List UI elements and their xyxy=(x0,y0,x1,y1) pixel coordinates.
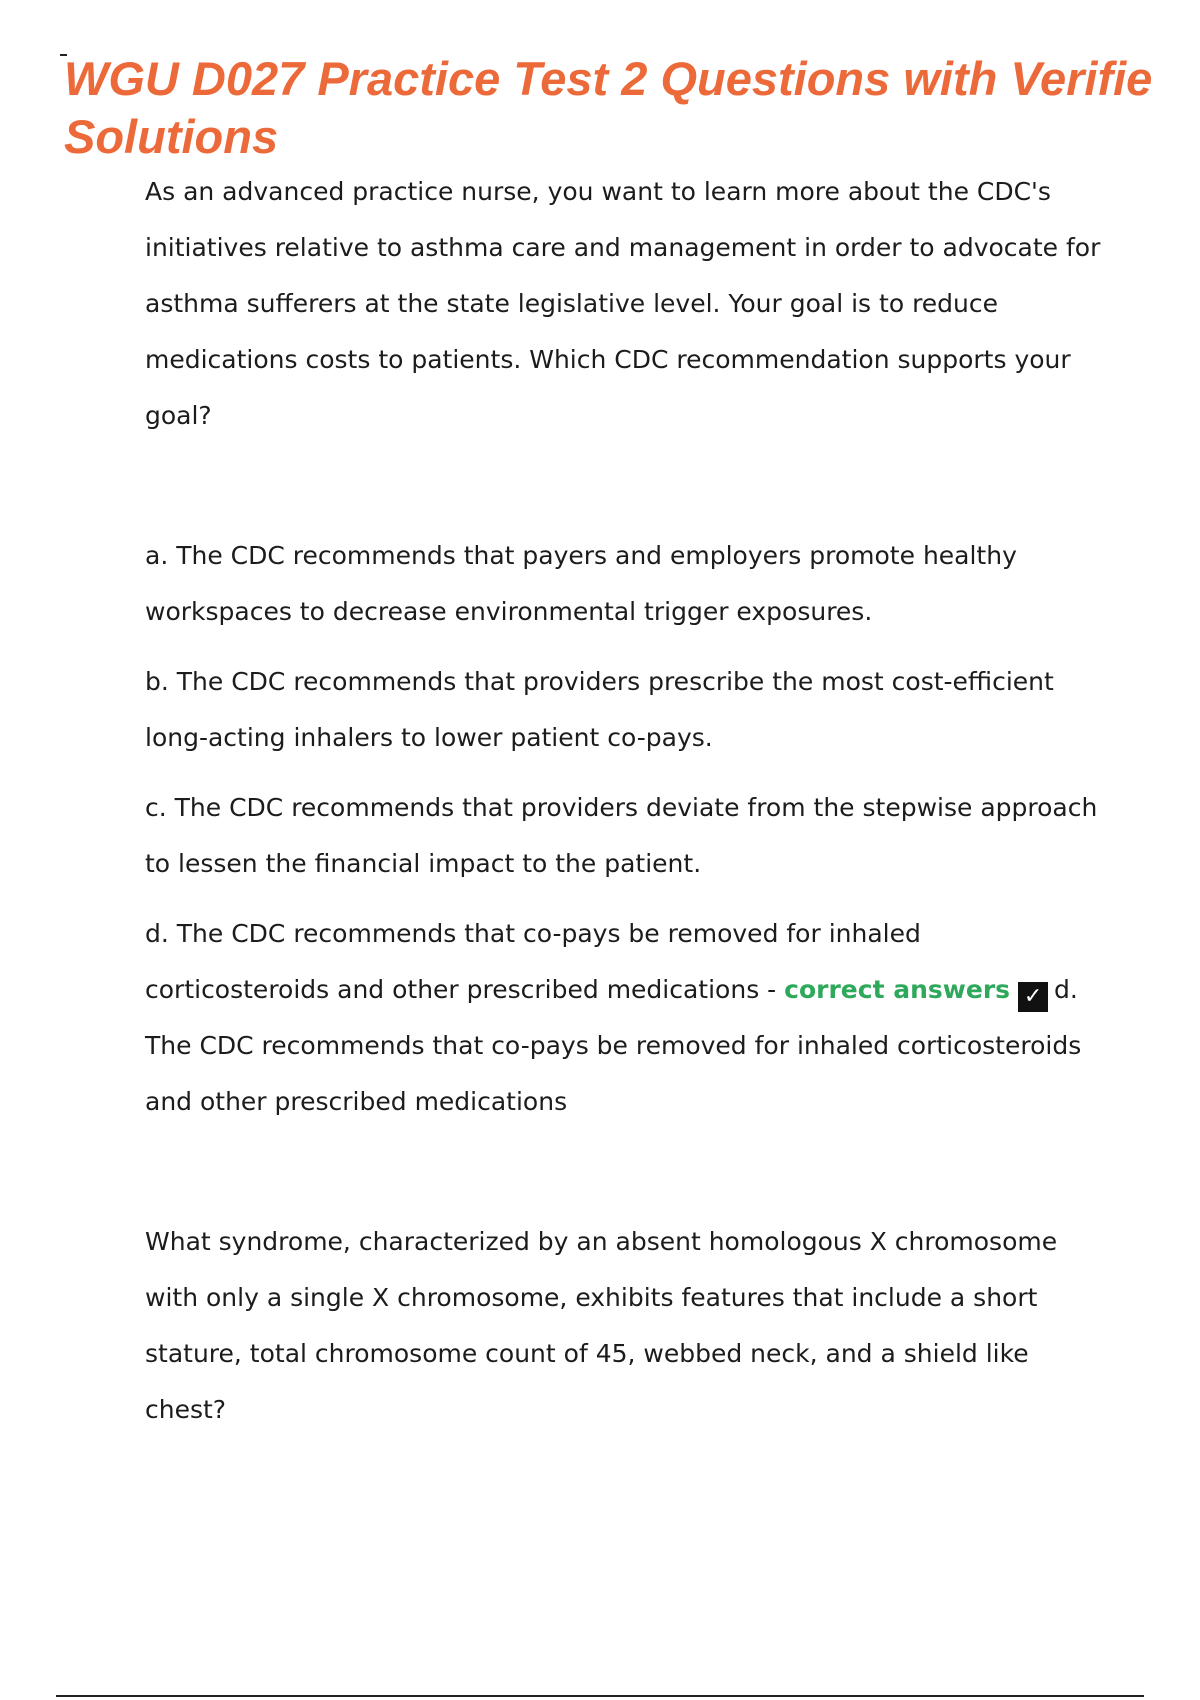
document-title xyxy=(64,50,1200,166)
question-1-answer-text: d. The CDC recommends that co-pays be removed for inhaled corticosteroids and other prescribed medications xyxy=(145,975,1082,1116)
correct-answers-label: correct answers xyxy=(784,975,1011,1004)
question-1-option-d-with-answer xyxy=(145,906,1105,1130)
question-1-option-b: b. The CDC recommends that providers prescribe the most cost-efficient long-acting inhalers to lower patient co-pays. xyxy=(145,667,1054,752)
question-1-text: As an advanced practice nurse, you want to learn more about the CDC's initiatives relative to asthma care and management in order to advocate for asthma sufferers at the state legislative level. Your goal is to reduce medications costs to patients. Which CDC recommendation supports your goal? xyxy=(145,177,1101,430)
checkmark-icon: ✓ xyxy=(1018,982,1048,1012)
question-2-text: What syndrome, characterized by an absent homologous X chromosome with only a single X chromosome, exhibits features that include a short stature, total chromosome count of 45, webbed neck, and a shield like chest? xyxy=(145,1227,1058,1424)
question-1-option-c: c. The CDC recommends that providers deviate from the stepwise approach to lessen the financial impact to the patient. xyxy=(145,793,1098,878)
bottom-rule xyxy=(56,1695,1144,1697)
question-1-option-d: d. The CDC recommends that co-pays be removed for inhaled corticosteroids and other prescribed medications - xyxy=(145,919,921,1004)
title-line-1: WGU D027 Practice Test 2 Questions with Verifie xyxy=(64,52,1153,105)
question-content xyxy=(145,164,1105,1438)
title-line-2: Solutions xyxy=(64,110,279,163)
question-1-option-a: a. The CDC recommends that payers and employers promote healthy workspaces to decrease environmental trigger exposures. xyxy=(145,541,1017,626)
